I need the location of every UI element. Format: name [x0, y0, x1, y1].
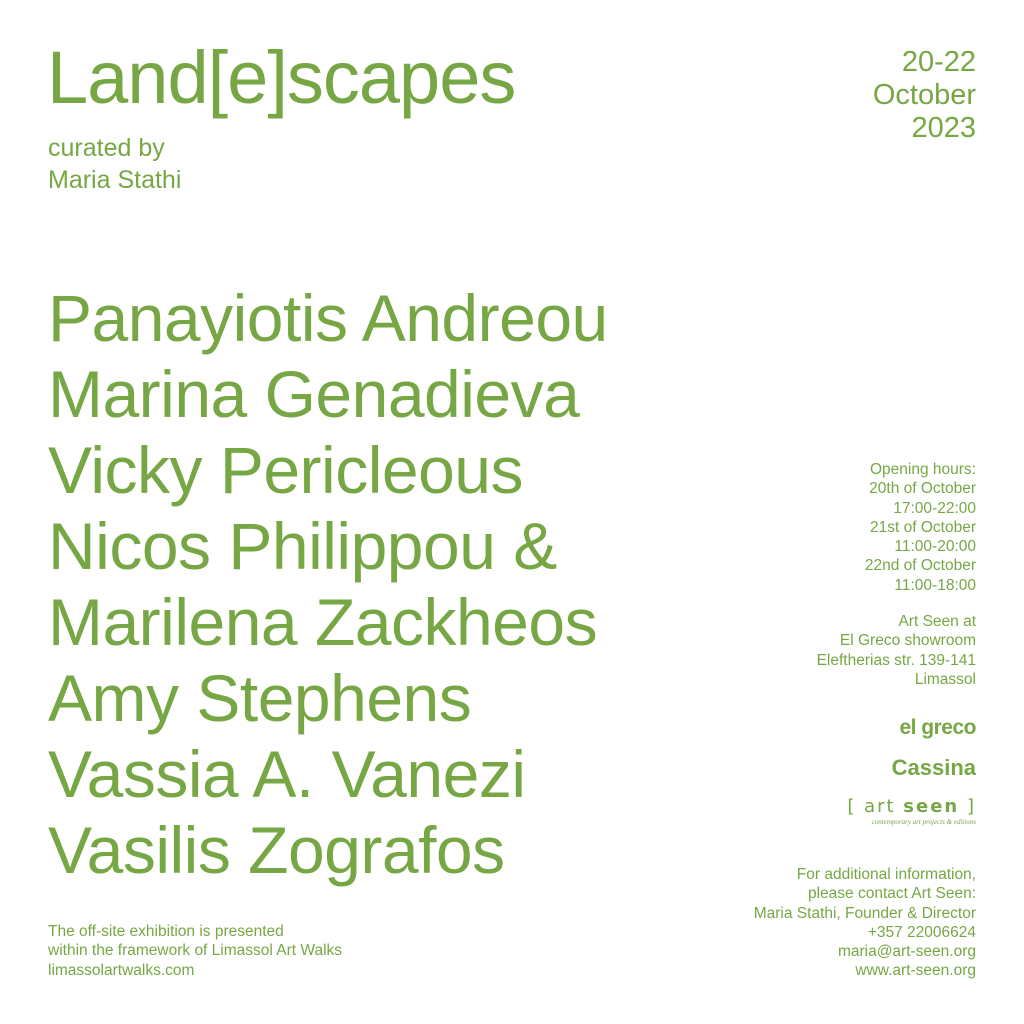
opening-hours-line: 17:00-22:00: [893, 499, 976, 517]
artist-name: Vassia A. Vanezi: [48, 737, 526, 811]
footer-line: The off-site exhibition is presented: [48, 923, 284, 940]
artist-name: Nicos Philippou &: [48, 509, 557, 583]
venue-line: Limassol: [914, 670, 976, 688]
cassina-logo: Cassina: [891, 755, 976, 780]
art-seen-wordmark: [ art seen ]: [847, 796, 976, 817]
venue-line: Eleftherias str. 139-141: [816, 651, 976, 669]
curator-credit: [48, 132, 181, 196]
footer-note: [48, 922, 342, 980]
artist-name: Amy Stephens: [48, 661, 472, 735]
contact-email: maria@art-seen.org: [837, 943, 976, 961]
contact-info: [754, 865, 976, 981]
opening-hours: [865, 460, 976, 595]
opening-hours-line: 20th of October: [869, 480, 976, 498]
exhibition-dates: [873, 46, 976, 145]
artist-name: Marilena Zackheos: [48, 585, 598, 659]
venue-line: Art Seen at: [898, 613, 976, 630]
art-seen-tagline: contemporary art projects & editions: [871, 818, 976, 826]
contact-line: Maria Stathi, Founder & Director: [753, 904, 976, 922]
contact-phone: +357 22006624: [867, 923, 976, 941]
opening-hours-heading: Opening hours:: [870, 461, 976, 478]
artist-name: Marina Genadieva: [48, 357, 580, 431]
footer-website: limassolartwalks.com: [48, 961, 195, 979]
date-year: 2023: [911, 112, 976, 144]
contact-line: please contact Art Seen:: [807, 885, 976, 903]
opening-hours-line: 11:00-18:00: [894, 576, 976, 594]
contact-website: www.art-seen.org: [855, 962, 976, 980]
date-month: October: [872, 79, 976, 111]
art-seen-logo: [836, 796, 976, 826]
artist-name: Vicky Pericleous: [48, 433, 523, 507]
venue-address: [817, 612, 976, 689]
contact-line: For additional information,: [796, 866, 976, 883]
date-days: 20-22: [901, 46, 976, 78]
venue-line: El Greco showroom: [839, 632, 976, 650]
opening-hours-line: 11:00-20:00: [894, 538, 976, 556]
curator-name: Maria Stathi: [48, 166, 182, 194]
opening-hours-line: 22nd of October: [864, 557, 976, 575]
artist-list: [48, 280, 608, 888]
opening-hours-line: 21st of October: [870, 518, 976, 536]
curated-by-label: curated by: [48, 134, 165, 162]
artist-name: Vasilis Zografos: [48, 813, 505, 887]
footer-line: within the framework of Limassol Art Walks: [48, 942, 343, 960]
artist-name: Panayiotis Andreou: [48, 281, 608, 355]
exhibition-title: Land[e]scapes: [47, 36, 516, 119]
el-greco-logo: el greco: [899, 716, 976, 739]
